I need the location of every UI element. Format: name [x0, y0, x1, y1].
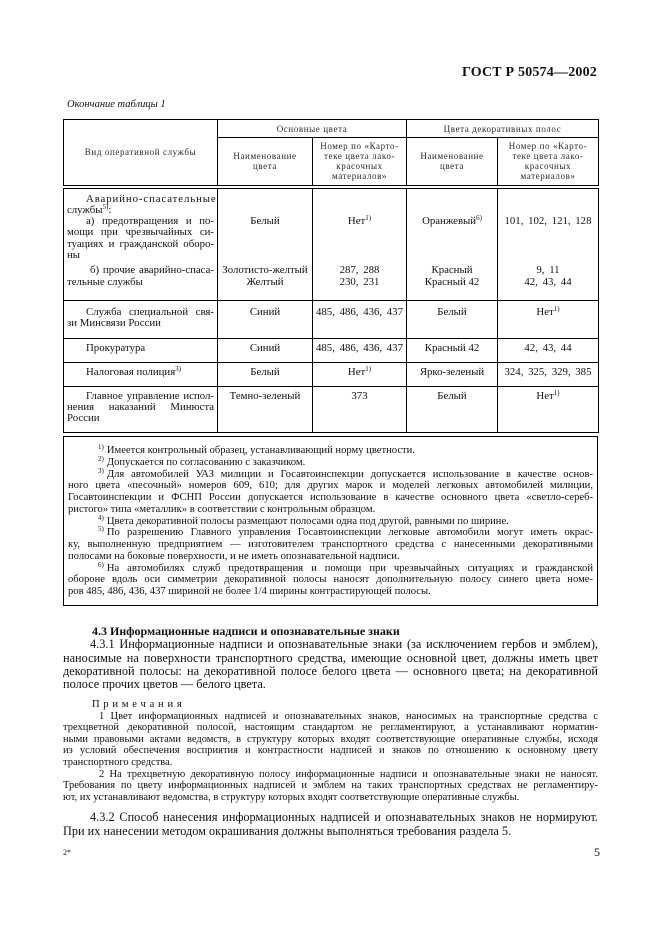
stripe-color: Оранжевый [422, 214, 477, 227]
document-number: ГОСТ Р 50574—2002 [461, 65, 597, 80]
note-line: из условий обеспечения восприятия и контрастности надписей и знаков по отношению к основному цвету [63, 745, 598, 757]
service-line: а) предотвращения и по- [86, 215, 214, 228]
footnote-line [68, 445, 593, 457]
footnote-text: Для автомобилей УАЗ милиции и Госавтоинспекции допускается использование в качестве основ- [106, 468, 593, 480]
footnote-line: ристого» типа «металлик» в соответствии с контрольным образцом. [68, 503, 376, 515]
footnote-line: Госавтоинспекции и ФСНП России допускается использование в качестве основного цвета «светло-сереб- [68, 492, 593, 503]
header-line: Наименование [420, 151, 484, 162]
paragraph-4-3-1 [63, 638, 598, 691]
service-line [67, 364, 214, 378]
table-row [64, 362, 599, 386]
header-line: Номер по «Карто- [320, 141, 399, 152]
footnote-line [68, 454, 593, 469]
main-color: Желтый [246, 275, 284, 288]
footnote-text: Допускается по согласованию с заказчиком. [106, 456, 306, 468]
section-4-3 [63, 625, 598, 691]
footnote-number: 5) [98, 525, 104, 534]
service-cell [64, 187, 218, 262]
header-line: цвета [439, 161, 465, 172]
main-number: Нет [347, 214, 366, 227]
footnote-ref: 1) [365, 213, 372, 222]
main-number-cell: 373 [313, 386, 407, 432]
main-color-cell [218, 261, 313, 300]
footnote-6 [68, 560, 593, 598]
stripe-number-cell: 324, 325, 329, 385 [498, 362, 599, 386]
note-line: трехцветной декоративной полосой, настоящим стандартом не регламентируют, а устанавливают норматив- [63, 722, 598, 734]
header-line: материалов» [520, 171, 576, 182]
footnote-text: Имеется контрольный образец, устанавливающий норму цветности. [106, 445, 415, 456]
main-number-cell [313, 362, 407, 386]
footnote-2 [68, 454, 593, 469]
footnote-line [68, 560, 593, 575]
stripe-number-cell: 42, 43, 44 [498, 338, 599, 362]
service-line: нения наказаний Минюста [67, 401, 214, 414]
header-line: материалов» [331, 171, 388, 182]
header-line: Номер по «Карто- [508, 141, 588, 152]
header-line: красочных [336, 161, 383, 172]
header-stripe-catalog-number [498, 138, 599, 187]
footnote-line [68, 513, 593, 528]
paragraph-line: При их нанесении методом окрашивания должны выполняться требования раздела 5. [63, 823, 512, 838]
footnote-text: По разрешению Главного управления Госавтоинспекции легковые автомобили могут иметь окрас- [106, 527, 593, 539]
footnote-5 [68, 527, 593, 562]
footnote-ref: 6) [476, 213, 482, 222]
footnote-1 [68, 445, 593, 457]
footnote-line: полосами на боковые поверхности, и не иметь опознавательной надписи. [68, 550, 400, 562]
paragraph-line: 4.3.2 Способ нанесения информационных надписей и опознавательных знаков не нормируют. [90, 810, 598, 824]
header-line: красочных [524, 161, 572, 172]
sheet-mark: 2* [63, 848, 71, 857]
main-number-cell: 485, 486, 436, 437 [313, 300, 407, 338]
header-stripe-color-name [407, 138, 498, 187]
note-line: ными правовыми актами ведомств, в структуру которых входят соответствующие оперативные службы, исходя [63, 733, 598, 745]
stripe-color-cell [407, 187, 498, 262]
header-main-catalog-number [313, 138, 407, 187]
note-line: ют, их устанавливают ведомства, в структуру которых входят соответствующие оперативные службы. [63, 791, 520, 803]
service-line: туациях и гражданской оборо- [67, 237, 214, 250]
header-line: теке цвета лако- [512, 151, 584, 162]
stripe-color-cell: Белый [407, 386, 498, 432]
note-line: транспортного средства. [63, 756, 173, 768]
note-2 [63, 769, 598, 804]
table-row [64, 386, 599, 432]
main-color: Золотисто-желтый [222, 264, 308, 277]
table-footnotes [63, 436, 598, 606]
stripe-number: Нет [536, 305, 554, 318]
footnote-line [68, 466, 593, 481]
service-cell [64, 362, 218, 386]
main-color-cell: Белый [218, 187, 313, 262]
main-color-cell: Синий [218, 300, 313, 338]
service-cell [64, 338, 218, 362]
footnote-number: 3) [98, 466, 104, 475]
stripe-color: Красный [431, 264, 473, 277]
header-main-colors: Основные цвета [218, 120, 407, 138]
stripe-color-cell: Белый [407, 300, 498, 338]
main-number-cell: 485, 486, 436, 437 [313, 338, 407, 362]
main-number: 287, 288 [339, 264, 380, 277]
notes-block [63, 699, 598, 803]
stripe-number: 9, 11 [536, 264, 560, 277]
service-line: зи Минсвязи России [67, 317, 161, 330]
stripe-number: Нет [536, 389, 554, 402]
page-number: 5 [594, 845, 600, 859]
stripe-number-cell [498, 386, 599, 432]
paragraph-4-3-2 [63, 811, 598, 839]
footnote-text: Цвета декоративной полосы размещают полосами одна под другой, равными по ширине. [106, 515, 509, 527]
footnote-line [68, 527, 593, 539]
stripe-number: 42, 43, 44 [524, 275, 572, 288]
main-number: 230, 231 [339, 275, 380, 288]
service-cell [64, 261, 218, 300]
service-line: б) прочие аварийно-спаса- [90, 264, 214, 277]
footnote-text: На автомобилях служб предотвращения и помощи при чрезвычайных ситуациях и гражданской [106, 562, 593, 574]
footnote-line: ров 485, 486, 436, 437 шириной не более 1/4 ширины контрастирующей полосы. [68, 586, 431, 597]
footnote-ref: 3) [175, 364, 182, 373]
service-line: Главное управление испол- [86, 389, 214, 402]
header-main-color-name [218, 138, 313, 187]
main-number: Нет [347, 365, 366, 378]
stripe-color-cell: Красный 42 [407, 338, 498, 362]
service-line: ны [67, 248, 81, 261]
stripe-number-cell: 101, 102, 121, 128 [498, 187, 599, 262]
main-color-cell: Темно-зеленый [218, 386, 313, 432]
header-service-type: Вид оперативной службы [64, 120, 218, 187]
stripe-color: Красный 42 [424, 275, 480, 288]
paragraph-line: наносимые на поверхности транспортного средства, имеющие основной цвет, должны иметь цвет [63, 650, 598, 665]
service-title-punct: : [108, 203, 112, 216]
header-stripe-colors: Цвета декоративных полос [407, 120, 599, 138]
service-line: мощи при чрезвычайных си- [67, 226, 214, 239]
footnote-3 [68, 466, 593, 516]
stripe-number-cell [498, 261, 599, 300]
footnote-ref: 1) [553, 388, 560, 397]
table-row [64, 338, 599, 362]
main-color-cell: Белый [218, 362, 313, 386]
service-line: Прокуратура [86, 341, 146, 354]
footnote-line: ку, выполненную предприятием — изготовителем транспортного средства с нанесенными декоративными [68, 539, 593, 550]
table-row [64, 187, 599, 262]
note-1 [63, 711, 598, 769]
footnote-number: 4) [98, 513, 104, 522]
service-cell [64, 386, 218, 432]
note-line: Требования по цвету информационных надписей и эмблем на таких транспортных средствах не регламентиру- [63, 780, 598, 792]
paragraph-line: 4.3.1 Информационные надписи и опознавательные знаки (за исключением гербов и эмблем), [90, 637, 598, 652]
table-row [64, 300, 599, 338]
header-line: Наименование [233, 151, 297, 162]
service-text: Налоговая полиция [86, 365, 176, 378]
table-header-row [64, 120, 599, 138]
table-caption: Окончание таблицы 1 [67, 99, 166, 110]
footnote-ref: 1) [553, 304, 560, 313]
service-line: тельные службы [67, 275, 143, 288]
footnote-line: ного цвета «песочный» номеров 609, 610; для других марок и моделей легковых автомобилей милиции, [68, 480, 593, 492]
stripe-color-cell [407, 261, 498, 300]
footnote-ref: 1) [365, 364, 372, 373]
header-line: цвета [252, 161, 278, 172]
note-line: 1 Цвет информационных надписей и опознавательных знаков, наносимых на транспортные средства с [99, 710, 598, 722]
service-line: Служба специальной свя- [86, 305, 214, 318]
main-number-cell [313, 261, 407, 300]
stripe-number-cell [498, 300, 599, 338]
footnote-number: 2) [98, 454, 104, 463]
paragraph-line: полосе прочих цветов — белого цвета. [63, 677, 266, 691]
footnote-number: 6) [98, 560, 104, 569]
colors-table [63, 119, 599, 433]
service-line: России [67, 412, 100, 425]
footnote-line: обороне вдоль оси симметрии декоративной полосы наносят дополнительную полосу синего цвета номе- [68, 574, 593, 586]
footnote-ref: 5) [102, 202, 109, 211]
stripe-color-cell: Ярко-зеленый [407, 362, 498, 386]
paragraph-line: декоративной полосы: на декоративной полосе белого цвета — основного цвета; на декоративной [63, 663, 598, 678]
section-heading: 4.3 Информационные надписи и опознавательные знаки [92, 624, 400, 638]
service-title-text: службы [67, 203, 103, 216]
service-cell [64, 300, 218, 338]
notes-label: Примечания [92, 699, 186, 710]
main-color-cell: Синий [218, 338, 313, 362]
note-line: 2 На трехцветную декоративную полосу информационные надписи и опознавательные знаки не наносят. [99, 768, 598, 780]
header-line: теке цвета лако- [323, 151, 396, 162]
footnote-4 [68, 513, 593, 528]
service-title-line: Аварийно-спасательные [86, 192, 217, 205]
table-row [64, 261, 599, 300]
main-number-cell [313, 187, 407, 262]
footnote-number: 1) [98, 443, 104, 451]
